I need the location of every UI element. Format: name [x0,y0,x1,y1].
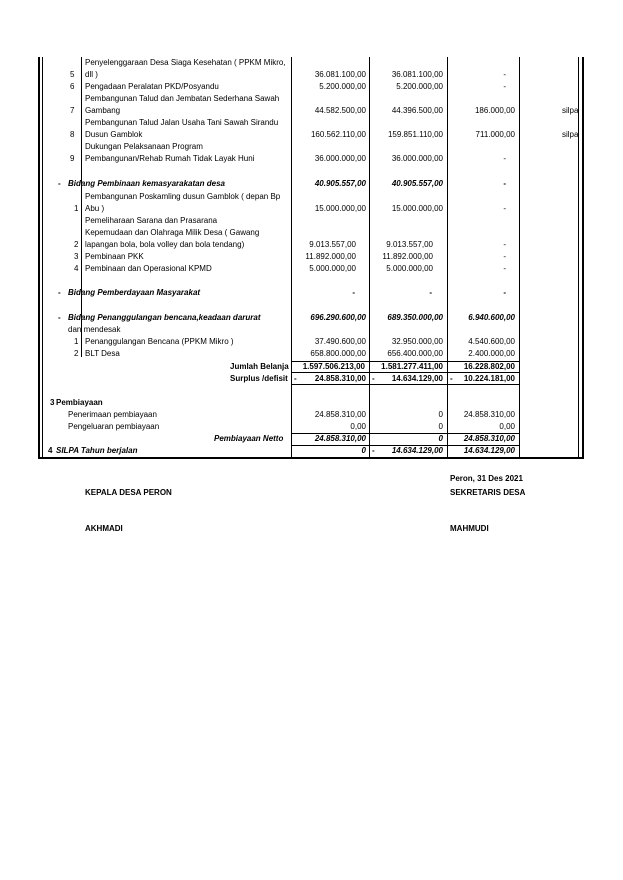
surplus-dash-a: - [294,374,297,383]
silpa-no: 4 [48,446,53,455]
jumlah-belanja-b: 1.581.277.411,00 [381,362,443,371]
section-dash: - [58,288,61,297]
row-value-b: 36.000.000,00 [391,154,443,163]
section-value-c: - [503,179,506,188]
row-desc: Pengadaan Peralatan PKD/Posyandu [85,82,219,91]
section-title-penanggulangan: Bidang Penanggulangan bencana,keadaan darurat [68,313,261,322]
row-value-b: 159.851.110,00 [387,130,443,139]
col-d-line [519,57,520,458]
row-value-c: - [503,264,506,273]
section-value-b: - [429,288,432,297]
row-value-a: 9.013.557,00 [309,240,356,249]
row-desc: Kepemudaan dan Olahraga Milik Desa ( Gawang [85,228,260,237]
frame-bottom-line [38,457,584,459]
pengeluaran-label: Pengeluaran pembiayaan [68,422,160,431]
netto-label: Pembiayaan Netto [214,434,284,443]
silpa-dash: - [372,446,375,455]
section-value-c: - [503,288,506,297]
jumlah-belanja-label: Jumlah Belanja [230,362,289,371]
row-no: 7 [70,106,75,115]
section-value-a: - [352,288,355,297]
row-desc: dll ) [85,70,98,79]
silpa-label: SILPA Tahun berjalan [56,446,138,455]
row-value-a: 5.000.000,00 [309,264,356,273]
row-value-c: 711.000,00 [475,130,515,139]
surplus-bottom-line [291,384,519,385]
row-value-a: 11.892.000,00 [305,252,356,261]
row-desc: Dukungan Pelaksanaan Program [85,142,203,151]
row-note: silpa [562,106,579,115]
section-value-b: 689.350.000,00 [387,313,443,322]
row-desc: Dusun Gamblok [85,130,143,139]
silpa-a: 0 [361,446,366,455]
row-value-b: 44.396.500,00 [391,106,443,115]
surplus-dash-b: - [372,374,375,383]
section-title-pemberdayaan: Bidang Pemberdayaan Masyarakat [68,288,201,297]
row-value-c: - [503,240,506,249]
row-value-a: 15.000.000,00 [314,204,366,213]
row-no: 3 [74,252,79,261]
frame-right-line [582,57,584,458]
row-value-a: 44.582.500,00 [314,106,366,115]
right-signatory-name: MAHMUDI [450,524,489,533]
row-value-c: - [503,252,506,261]
row-desc: Gambang [85,106,121,115]
row-value-b: 5.000.000,00 [386,264,433,273]
surplus-dash-c: - [450,374,453,383]
penerimaan-b: 0 [438,410,443,419]
section-title-continued: dan mendesak [68,325,121,334]
row-desc: Penyelenggaraan Desa Siaga Kesehatan ( PPKM Mikro, [85,58,286,67]
surplus-a: 24.858.310,00 [314,374,366,383]
section-dash: - [58,313,61,322]
silpa-c: 14.634.129,00 [463,446,515,455]
row-desc: Pemeliharaan Sarana dan Prasarana [85,216,218,225]
right-signatory-title: SEKRETARIS DESA [450,488,526,497]
row-desc: Pembinaan PKK [85,252,144,261]
row-desc: lapangan bola, bola volley dan bola tendang) [85,240,245,249]
row-no: 4 [74,264,79,273]
surplus-c: 10.224.181,00 [463,374,515,383]
penerimaan-a: 24.858.310,00 [314,410,366,419]
place-date: Peron, 31 Des 2021 [450,474,523,483]
row-no: 2 [74,349,79,358]
row-no: 2 [74,240,79,249]
col-e-line [578,57,579,458]
section-value-b: 40.905.557,00 [391,179,443,188]
surplus-b: 14.634.129,00 [391,374,443,383]
section-value-a: 696.290.600,00 [310,313,366,322]
row-value-c: - [503,70,506,79]
pengeluaran-b: 0 [438,422,443,431]
row-desc: Penanggulangan Bencana (PPKM Mikro ) [85,337,234,346]
row-desc: Pembangunan Poskamling dusun Gamblok ( depan Bp [85,192,281,201]
pembiayaan-label: Pembiayaan [56,398,103,407]
row-value-a: 37.490.600,00 [314,337,366,346]
penerimaan-label: Penerimaan pembiayaan [68,410,157,419]
row-no: 8 [70,130,75,139]
row-no: 5 [70,70,75,79]
row-value-b: 32.950.000,00 [391,337,443,346]
row-desc: BLT Desa [85,349,120,358]
pembiayaan-no: 3 [50,398,55,407]
jumlah-bottom-line [291,372,519,373]
row-value-a: 36.081.100,00 [314,70,366,79]
row-value-b: 9.013.557,00 [386,240,433,249]
pengeluaran-a: 0,00 [350,422,366,431]
pengeluaran-c: 0,00 [499,422,515,431]
row-desc: Pembinaan dan Operasional KPMD [85,264,212,273]
row-value-b: 656.400.000,00 [387,349,443,358]
row-desc: Pembangunan/Rehab Rumah Tidak Layak Huni [85,154,255,163]
row-note: silpa [562,130,579,139]
row-desc: Pembangunan Talud Jalan Usaha Tani Sawah Sirandu [85,118,279,127]
row-value-a: 658.800.000,00 [310,349,366,358]
row-value-c: 2.400.000,00 [468,349,515,358]
row-value-c: - [503,82,506,91]
row-value-b: 36.081.100,00 [391,70,443,79]
row-no: 6 [70,82,75,91]
section-title-pembinaan: Bidang Pembinaan kemasyarakatan desa [68,179,225,188]
row-value-b: 11.892.000,00 [382,252,433,261]
left-signatory-name: AKHMADI [85,524,123,533]
section-value-a: 40.905.557,00 [314,179,366,188]
row-no: 1 [74,337,79,346]
row-value-b: 15.000.000,00 [391,204,443,213]
col-no-line [81,57,82,357]
row-value-c: - [503,154,506,163]
netto-a: 24.858.310,00 [314,434,366,443]
penerimaan-c: 24.858.310,00 [463,410,515,419]
frame-left-line [38,57,40,458]
netto-c: 24.858.310,00 [463,434,515,443]
section-value-c: 6.940.600,00 [468,313,515,322]
row-no: 9 [70,154,75,163]
row-value-a: 160.562.110,00 [310,130,366,139]
surplus-label: Surplus /defisit [230,374,288,383]
row-value-c: 186.000,00 [474,106,515,115]
row-value-b: 5.200.000,00 [396,82,443,91]
section-dash: - [58,179,61,188]
jumlah-belanja-a: 1.597.506.213,00 [302,362,365,371]
row-value-c: - [503,204,506,213]
jumlah-belanja-c: 16.228.802,00 [463,362,515,371]
row-value-c: 4.540.600,00 [468,337,515,346]
row-desc: Pembangunan Talud dan Jembatan Sederhana Sawah [85,94,280,103]
row-desc: Abu ) [85,204,105,213]
frame-left-inner-line [42,57,43,458]
row-no: 1 [74,204,79,213]
silpa-b: 14.634.129,00 [391,446,443,455]
row-value-a: 36.000.000,00 [314,154,366,163]
row-value-a: 5.200.000,00 [319,82,366,91]
left-signatory-title: KEPALA DESA PERON [85,488,172,497]
netto-b: 0 [438,434,443,443]
